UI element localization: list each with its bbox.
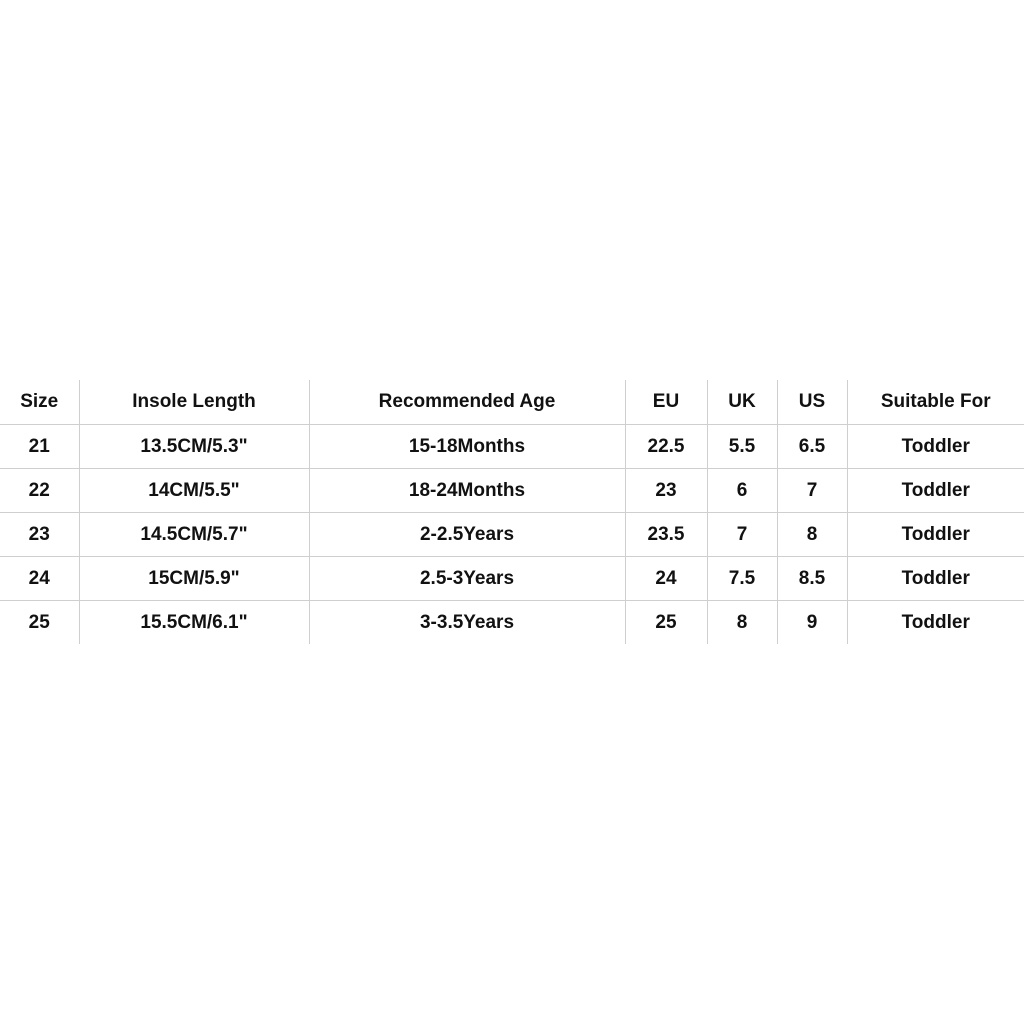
cell-insole-length: 14.5CM/5.7" [79,513,309,557]
cell-uk: 5.5 [707,425,777,469]
table-header-row [0,380,1024,425]
cell-suitable-for: Toddler [847,513,1024,557]
table-row [0,469,1024,513]
cell-size: 24 [0,557,79,601]
cell-uk: 8 [707,601,777,645]
cell-uk: 7.5 [707,557,777,601]
cell-suitable-for: Toddler [847,557,1024,601]
cell-us: 8.5 [777,557,847,601]
header-insole-length: Insole Length [79,380,309,425]
cell-recommended-age: 2.5-3Years [309,557,625,601]
cell-recommended-age: 3-3.5Years [309,601,625,645]
cell-insole-length: 13.5CM/5.3" [79,425,309,469]
cell-uk: 6 [707,469,777,513]
cell-recommended-age: 18-24Months [309,469,625,513]
table-row [0,601,1024,645]
header-eu: EU [625,380,707,425]
header-suitable-for: Suitable For [847,380,1024,425]
cell-suitable-for: Toddler [847,425,1024,469]
cell-insole-length: 15CM/5.9" [79,557,309,601]
cell-eu: 23 [625,469,707,513]
header-us: US [777,380,847,425]
cell-eu: 23.5 [625,513,707,557]
cell-size: 25 [28,611,50,633]
size-chart-table [0,380,1024,644]
header-recommended-age: Recommended Age [309,380,625,425]
table-row [0,513,1024,557]
cell-recommended-age: 2-2.5Years [309,513,625,557]
cell-insole-length: 14CM/5.5" [79,469,309,513]
cell-uk: 7 [707,513,777,557]
cell-suitable-for: Toddler [847,601,1024,645]
cell-us: 9 [777,601,847,645]
cell-recommended-age: 15-18Months [309,425,625,469]
cell-size: 23 [0,513,79,557]
cell-size: 21 [0,425,79,469]
cell-us: 7 [777,469,847,513]
cell-suitable-for: Toddler [847,469,1024,513]
header-uk: UK [707,380,777,425]
cell-eu: 25 [625,601,707,645]
table-row [0,425,1024,469]
cell-size: 22 [0,469,79,513]
cell-us: 6.5 [777,425,847,469]
header-size: Size [0,380,79,425]
cell-insole-length: 15.5CM/6.1" [79,601,309,645]
cell-us: 8 [777,513,847,557]
cell-eu: 22.5 [625,425,707,469]
cell-eu: 24 [625,557,707,601]
table-row [0,557,1024,601]
